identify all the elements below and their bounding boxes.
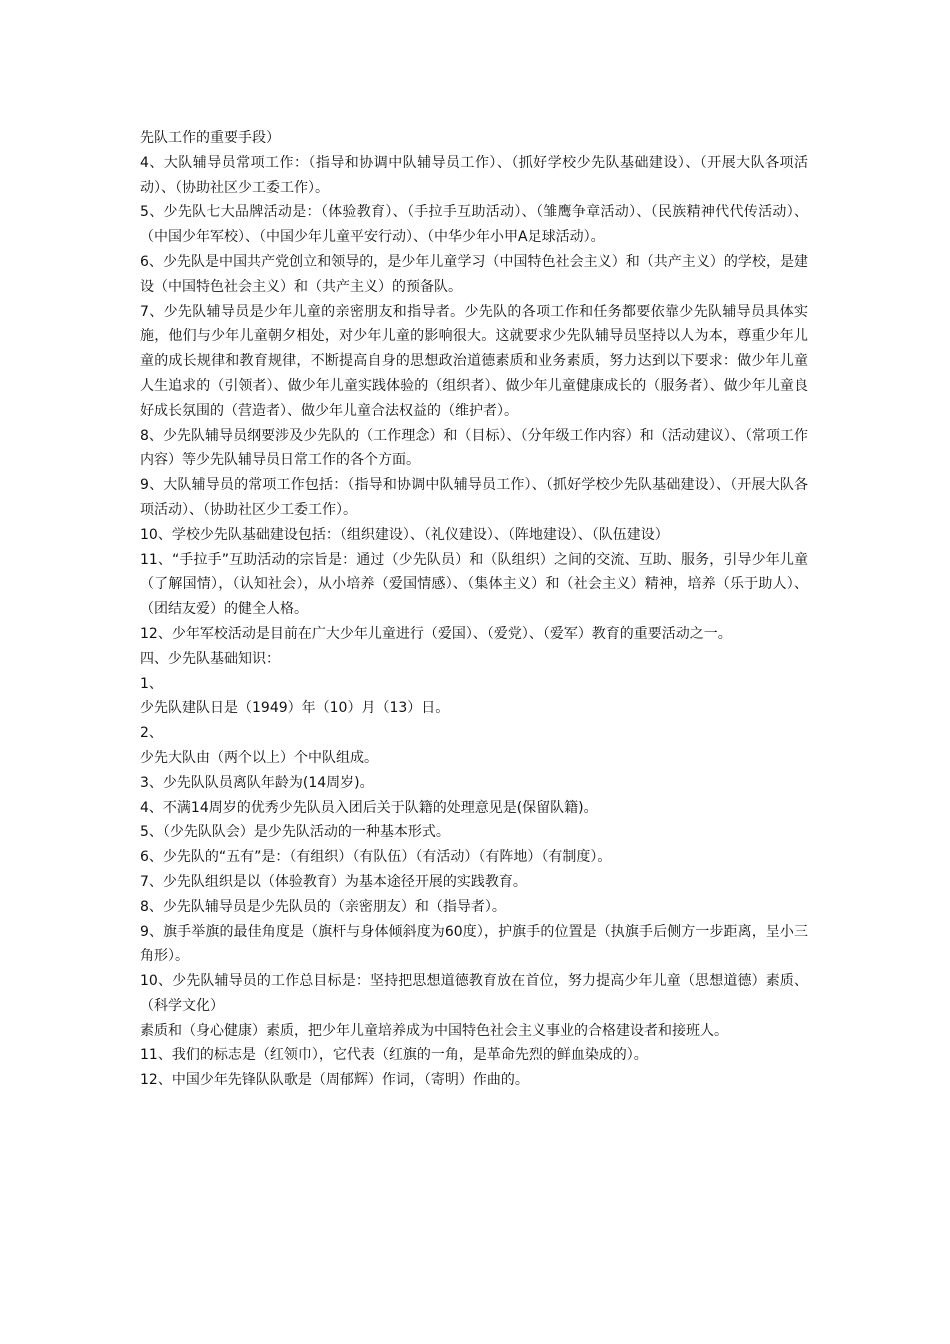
basics-item-6: 6、少先队的“五有”是：（有组织）（有队伍）（有活动）（有阵地）（有制度）。 bbox=[140, 849, 612, 866]
paragraph-item-8: 8、少先队辅导员纲要涉及少先队的（工作理念）和（目标）、（分年级工作内容）和（活动建议）、（常项工作内容）等少先队辅导员日常工作的各个方面。 bbox=[140, 427, 808, 469]
basics-item-8: 8、少先队辅导员是少先队员的（亲密朋友）和（指导者）。 bbox=[140, 898, 506, 915]
basics-item-5: 5、（少先队队会）是少先队活动的一种基本形式。 bbox=[140, 824, 450, 841]
basics-item-10: 10、少先队辅导员的工作总目标是：坚持把思想道德教育放在首位，努力提高少年儿童（思想道德）素质、（科学文化） bbox=[140, 973, 808, 1014]
paragraph-item-4: 4、大队辅导员常项工作：（指导和协调中队辅导员工作）、（抓好学校少先队基础建设）、（开展大队各项活动）、（协助社区少工委工作）。 bbox=[140, 154, 808, 196]
paragraph-item-7: 7、少先队辅导员是少年儿童的亲密朋友和指导者。少先队的各项工作和任务都要依靠少先队辅导员具体实施，他们与少年儿童朝夕相处，对少年儿童的影响很大。这就要求少先队辅导员坚持以人为本，尊重少年儿童的成长规律和教育规律，不断提高自身的思想政治道德素质和业务素质，努力达到以下要求：做少年儿童人生追求的（引领者）、做少年儿童实践体验的（组织者）、做少年儿童健康成长的（服务者）、做少年儿童良好成长氛围的（营造者）、做少年儿童合法权益的（维护者）。 bbox=[140, 303, 808, 419]
section-heading-basics: 四、少先队基础知识： bbox=[140, 650, 280, 667]
paragraph-item-12: 12、少年军校活动是目前在广大少年儿童进行（爱国）、（爱党）、（爱军）教育的重要活动之一。 bbox=[140, 625, 732, 642]
basics-item-1-number: 1、 bbox=[140, 675, 163, 692]
basics-item-12: 12、中国少年先锋队队歌是（周郁辉）作词，（寄明）作曲的。 bbox=[140, 1072, 529, 1089]
basics-item-7: 7、少先队组织是以（体验教育）为基本途径开展的实践教育。 bbox=[140, 873, 527, 890]
basics-item-10-continued: 素质和（身心健康）素质，把少年儿童培养成为中国特色社会主义事业的合格建设者和接班人。 bbox=[140, 1022, 728, 1039]
paragraph-item-5: 5、少先队七大品牌活动是：（体验教育）、（手拉手互助活动）、（雏鹰争章活动）、（民族精神代代传活动）、（中国少年军校）、（中国少年儿童平安行动）、（中华少年小甲A足球活动）。 bbox=[140, 204, 808, 246]
basics-item-4: 4、不满14周岁的优秀少先队员入团后关于队籍的处理意见是(保留队籍)。 bbox=[140, 799, 598, 816]
paragraph-continuation: 先队工作的重要手段） bbox=[140, 130, 280, 146]
paragraph-item-10: 10、学校少先队基础建设包括：（组织建设）、（礼仪建设）、（阵地建设）、（队伍建设） bbox=[140, 526, 669, 543]
basics-item-1-text: 少先队建队日是（1949）年（10）月（13）日。 bbox=[140, 700, 450, 717]
paragraph-item-11: 11、“手拉手”互助活动的宗旨是：通过（少先队员）和（队组织）之间的交流、互助、服务，引导少年儿童（了解国情），（认知社会），从小培养（爱国情感）、（集体主义）和（社会主义）精神，培养（乐于助人）、（团结友爱）的健全人格。 bbox=[140, 551, 808, 618]
document-body bbox=[140, 126, 808, 1093]
basics-item-11: 11、我们的标志是（红领巾），它代表（红旗的一角，是革命先烈的鲜血染成的）。 bbox=[140, 1047, 648, 1064]
paragraph-item-9: 9、大队辅导员的常项工作包括：（指导和协调中队辅导员工作）、（抓好学校少先队基础建设）、（开展大队各项活动）、（协助社区少工委工作）。 bbox=[140, 477, 808, 518]
basics-item-9: 9、旗手举旗的最佳角度是（旗杆与身体倾斜度为60度），护旗手的位置是（执旗手后侧方一步距离，呈小三角形）。 bbox=[140, 923, 808, 965]
paragraph-item-6: 6、少先队是中国共产党创立和领导的，是少年儿童学习（中国特色社会主义）和（共产主义）的学校，是建设（中国特色社会主义）和（共产主义）的预备队。 bbox=[140, 253, 808, 295]
basics-item-3: 3、少先队队员离队年龄为(14周岁)。 bbox=[140, 774, 374, 791]
basics-item-2-text: 少先大队由（两个以上）个中队组成。 bbox=[140, 749, 378, 766]
basics-item-2-number: 2、 bbox=[140, 725, 163, 742]
